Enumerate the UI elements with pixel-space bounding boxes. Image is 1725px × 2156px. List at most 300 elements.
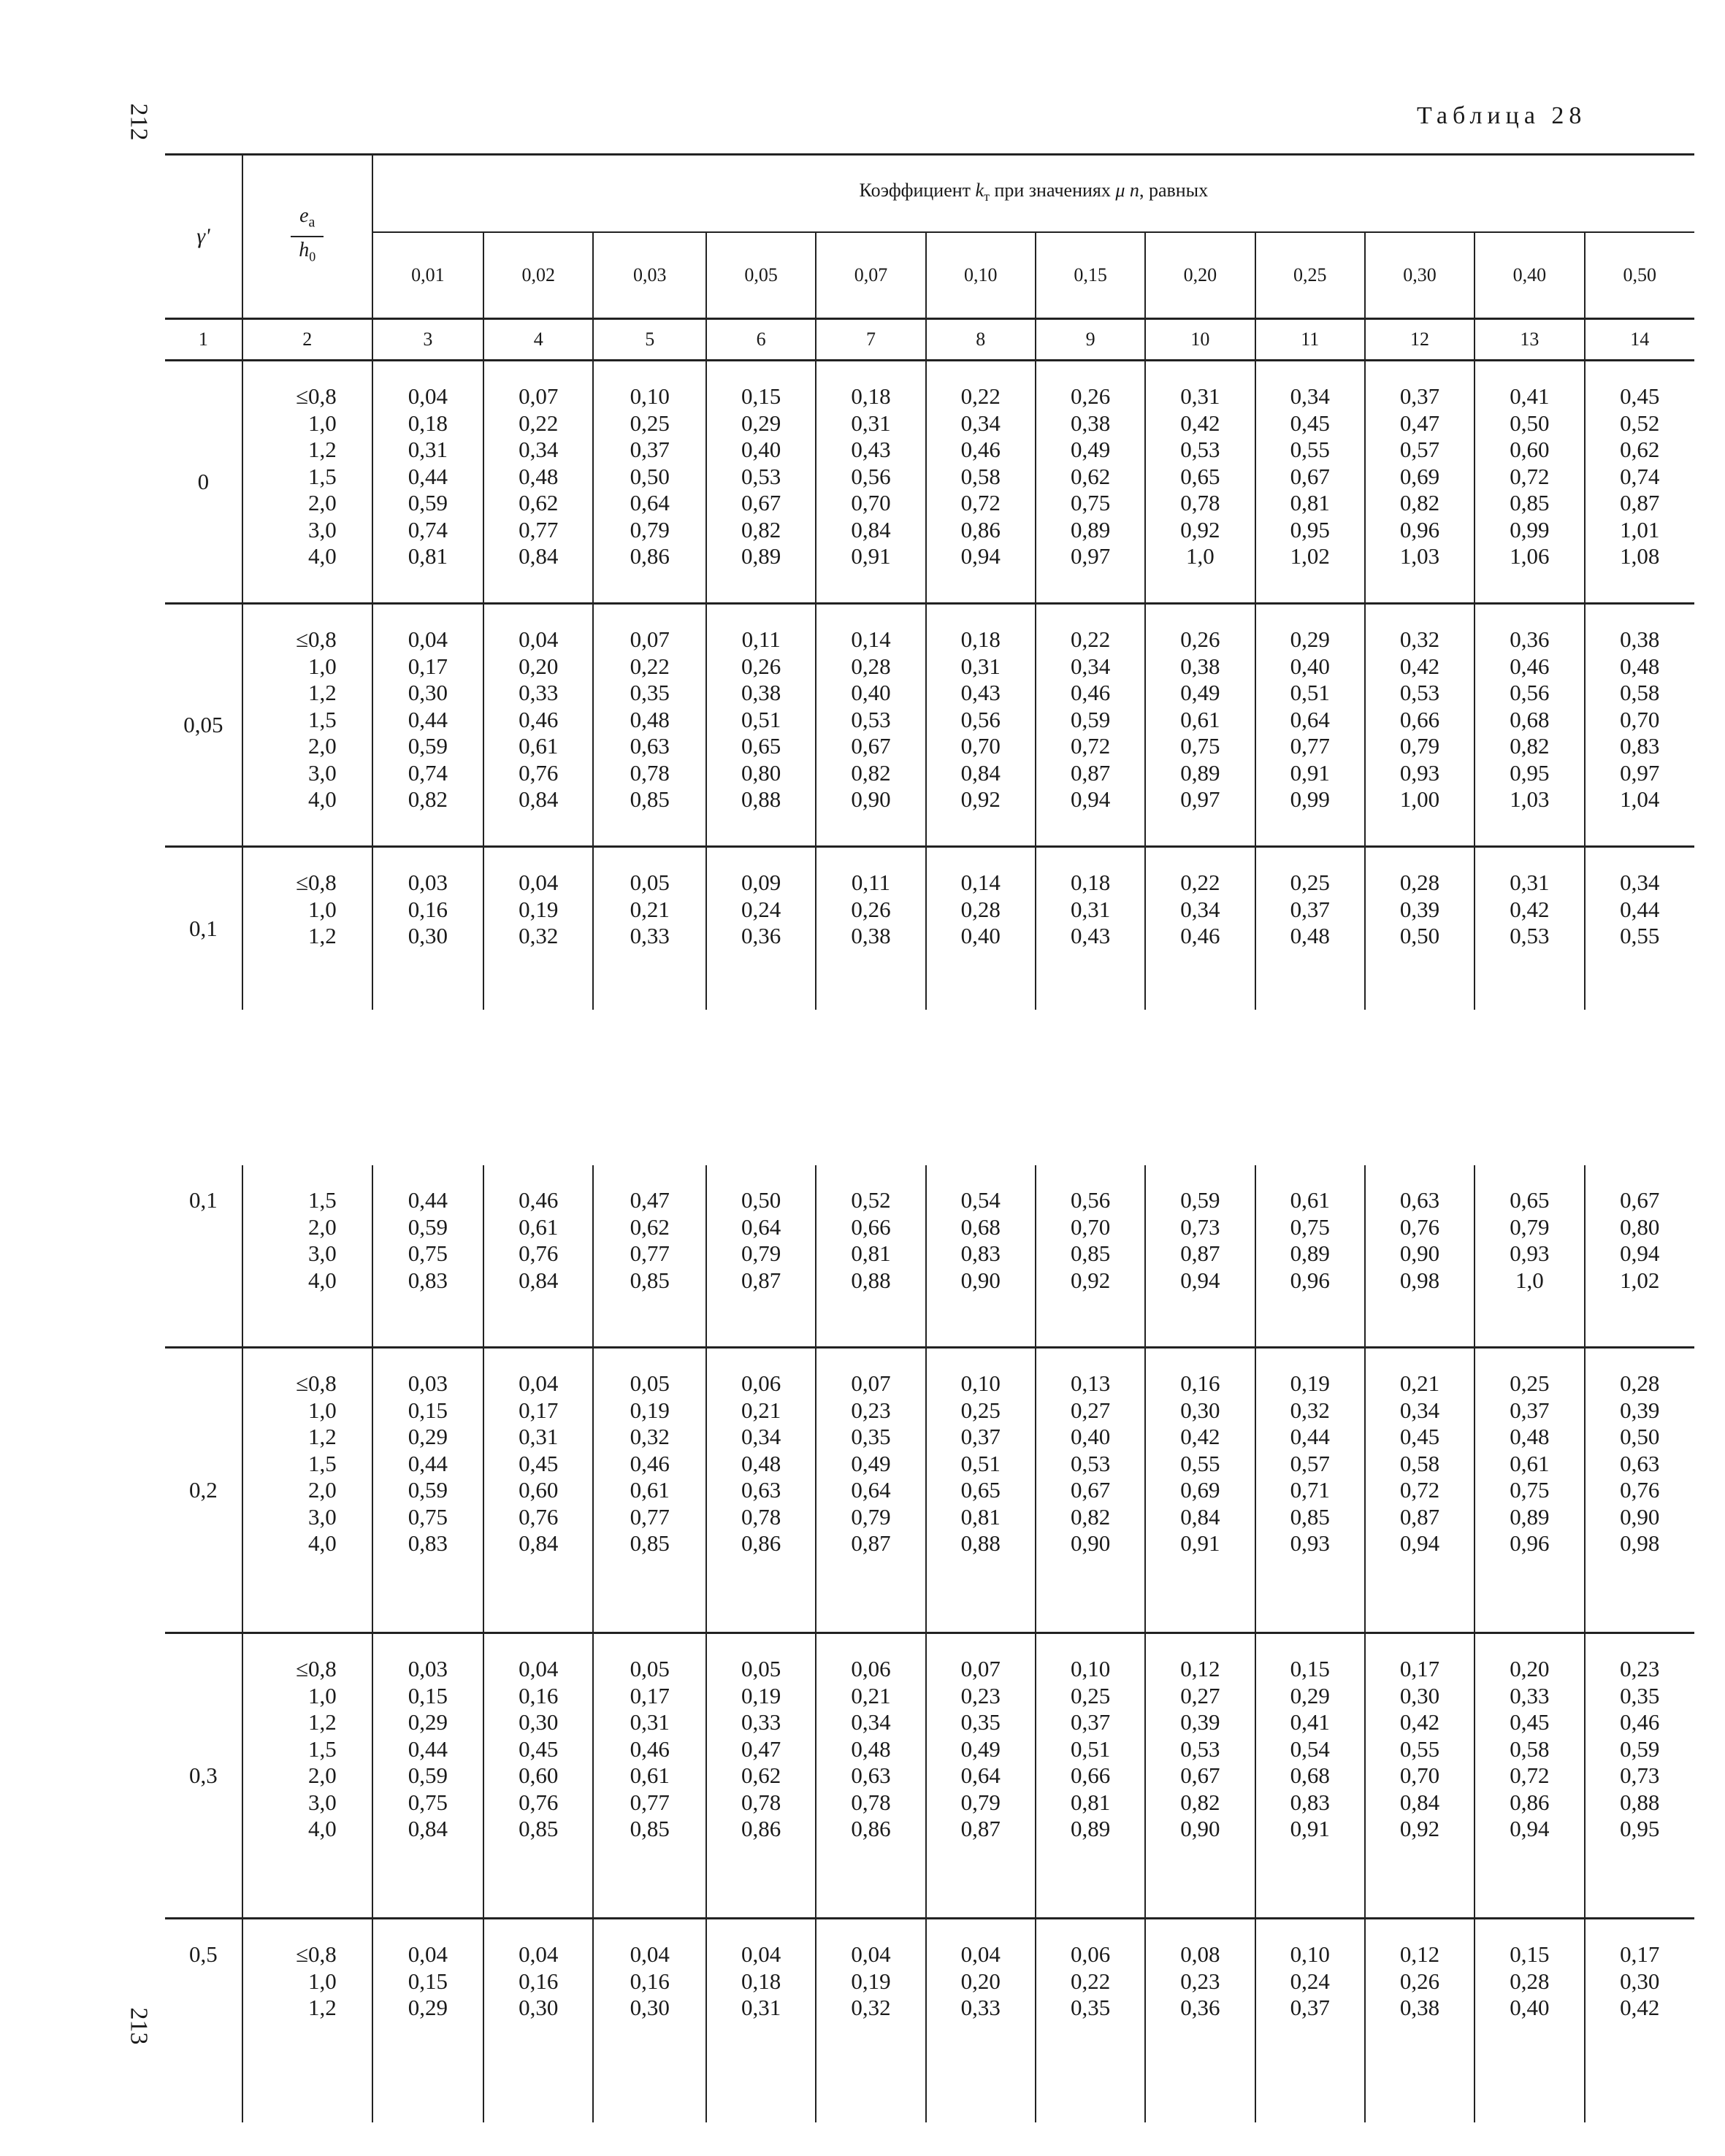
coefficient-value: 0,40	[851, 680, 891, 705]
coefficient-value: 0,97	[1070, 543, 1111, 569]
coefficient-value: 0,28	[1399, 870, 1440, 895]
column-number: 3	[372, 319, 483, 361]
coefficient-value: 0,53	[1070, 1450, 1111, 1476]
coefficient-value: 0,23	[960, 1682, 1001, 1708]
coefficient-value: 0,97	[1620, 759, 1660, 786]
coefficient-value: 0,25	[960, 1397, 1001, 1423]
coefficient-value: 0,45	[519, 1450, 559, 1476]
coefficient-value: 0,76	[1399, 1213, 1440, 1240]
coefficient-value: 0,49	[960, 1735, 1001, 1762]
coefficient-value: 0,42	[1399, 1709, 1440, 1735]
coefficient-value: 0,92	[1070, 1267, 1111, 1293]
coefficient-value: 0,66	[851, 1213, 891, 1240]
coefficient-value: 0,42	[1180, 1424, 1220, 1449]
coefficient-value: 0,44	[408, 1187, 448, 1213]
coefficient-value: 0,86	[1510, 1789, 1550, 1815]
coefficient-value: 0,79	[851, 1503, 891, 1530]
coefficient-value: 0,20	[1510, 1656, 1550, 1681]
coefficient-value: 0,85	[1510, 490, 1550, 515]
ea-h0-values	[242, 1348, 372, 1633]
coefficient-value: 0,20	[960, 1968, 1001, 1994]
coefficient-column	[1365, 1348, 1475, 1633]
coefficient-value: 0,48	[1620, 653, 1660, 679]
coefficient-column	[1585, 1165, 1695, 1348]
coefficient-value: 0,88	[741, 786, 781, 812]
coefficient-value: 0,19	[851, 1968, 891, 1994]
coefficient-value: 0,41	[1290, 1709, 1330, 1735]
coefficient-value: 0,46	[1510, 653, 1550, 679]
coefficient-column	[1585, 361, 1695, 604]
coefficient-value: 0,75	[1290, 1213, 1330, 1240]
ea-h0-value: 3,0	[307, 1789, 337, 1815]
coefficient-value: 0,86	[630, 543, 670, 569]
coefficient-value: 0,77	[1290, 733, 1330, 759]
coefficient-value: 0,34	[960, 410, 1001, 436]
coefficient-value: 0,31	[519, 1424, 559, 1449]
ea-h0-values	[242, 1919, 372, 2123]
coefficient-value: 0,33	[1510, 1682, 1550, 1708]
coefficient-value: 0,48	[1290, 923, 1330, 948]
ea-h0-value: ≤0,8	[295, 870, 337, 895]
coefficient-value: 0,22	[1070, 1968, 1111, 1994]
coefficient-column	[1036, 1633, 1145, 1919]
coefficient-value: 1,04	[1620, 786, 1660, 812]
coefficient-value: 0,57	[1399, 437, 1440, 462]
coefficient-value: 0,61	[519, 1213, 559, 1240]
coefficient-column	[1365, 847, 1475, 1010]
coefficient-value: 0,25	[1510, 1370, 1550, 1396]
coefficient-value: 0,10	[1290, 1941, 1330, 1967]
coefficient-column	[1475, 1348, 1584, 1633]
coefficient-column	[1365, 1919, 1475, 2123]
coefficient-value: 0,46	[1180, 923, 1220, 948]
coefficient-value: 0,82	[1399, 490, 1440, 515]
coefficient-value: 0,92	[1180, 516, 1220, 542]
coefficient-value: 0,46	[1620, 1709, 1660, 1735]
coefficient-column	[926, 1165, 1036, 1348]
coefficient-column	[1255, 1165, 1365, 1348]
ea-h0-value: 2,0	[307, 490, 337, 515]
coefficient-column	[816, 1348, 925, 1633]
coefficient-value: 0,82	[1510, 733, 1550, 759]
coefficient-value: 0,23	[1620, 1656, 1660, 1681]
coefficient-value: 0,64	[741, 1213, 781, 1240]
coefficient-value: 0,22	[960, 383, 1001, 409]
coefficient-value: 0,28	[960, 896, 1001, 922]
coefficient-column	[1475, 361, 1584, 604]
coefficient-value: 0,55	[1620, 923, 1660, 948]
coefficient-value: 0,86	[851, 1816, 891, 1841]
coefficient-value: 0,83	[408, 1530, 448, 1556]
coefficient-value: 0,12	[1180, 1656, 1220, 1681]
coefficient-column	[483, 1633, 593, 1919]
coefficient-value: 1,08	[1620, 543, 1660, 569]
coefficient-column	[1036, 1348, 1145, 1633]
coefficient-column	[1475, 1633, 1584, 1919]
coefficient-value: 0,82	[1070, 1503, 1111, 1530]
coefficient-value: 0,41	[1510, 383, 1550, 409]
coefficient-value: 0,24	[1290, 1968, 1330, 1994]
coefficient-value: 0,42	[1180, 410, 1220, 436]
coefficient-value: 0,69	[1180, 1477, 1220, 1503]
coefficient-value: 0,28	[1510, 1968, 1550, 1994]
gamma-group-row	[165, 604, 1694, 847]
coefficient-value: 0,90	[851, 786, 891, 812]
coefficient-value: 0,56	[1070, 1187, 1111, 1213]
ea-h0-value: 3,0	[307, 1503, 337, 1530]
coefficient-value: 0,81	[408, 543, 448, 569]
coefficient-value: 0,15	[408, 1682, 448, 1708]
coefficient-value: 0,66	[1399, 706, 1440, 732]
coefficient-value: 0,09	[741, 870, 781, 895]
coefficient-column	[926, 1633, 1036, 1919]
coefficient-column	[1036, 604, 1145, 847]
coefficient-value: 0,29	[741, 410, 781, 436]
coefficient-value: 0,53	[1399, 680, 1440, 705]
coefficient-value: 0,17	[1620, 1941, 1660, 1967]
coefficient-value: 0,39	[1180, 1709, 1220, 1735]
column-number: 2	[242, 319, 372, 361]
coefficient-value: 0,86	[741, 1530, 781, 1556]
coefficient-value: 0,73	[1620, 1762, 1660, 1788]
coefficient-value: 0,28	[1620, 1370, 1660, 1396]
coefficient-value: 0,15	[408, 1968, 448, 1994]
ea-h0-value: ≤0,8	[295, 1656, 337, 1681]
coefficient-column	[483, 847, 593, 1010]
coefficient-column	[706, 1633, 816, 1919]
coefficient-column	[593, 1919, 706, 2123]
coefficient-value: 0,04	[851, 1941, 891, 1967]
coefficient-value: 0,46	[630, 1735, 670, 1762]
coefficient-value: 0,91	[851, 543, 891, 569]
mu-value-header: 0,07	[816, 232, 925, 319]
coefficient-value: 0,36	[741, 923, 781, 948]
coefficient-value: 0,26	[1180, 626, 1220, 652]
coefficient-column	[483, 361, 593, 604]
coefficient-value: 0,26	[741, 653, 781, 679]
ea-h0-value: 2,0	[307, 1477, 337, 1503]
gamma-group-row	[165, 847, 1694, 1010]
coefficient-value: 0,53	[1510, 923, 1550, 948]
mu-value-header: 0,30	[1365, 232, 1475, 319]
coefficient-column	[372, 1633, 483, 1919]
coefficient-value: 0,76	[519, 1240, 559, 1266]
coefficient-value: 0,77	[519, 516, 559, 542]
coefficient-value: 0,38	[1070, 410, 1111, 436]
ea-h0-value: 1,5	[307, 1735, 337, 1762]
coefficient-value: 0,82	[1180, 1789, 1220, 1815]
coefficient-value: 0,04	[408, 383, 448, 409]
coefficient-value: 0,27	[1180, 1682, 1220, 1708]
ea-h0-value: ≤0,8	[295, 626, 337, 652]
coefficient-value: 0,18	[1070, 870, 1111, 895]
ea-h0-value: 4,0	[307, 543, 337, 569]
coefficient-value: 0,84	[519, 786, 559, 812]
coefficient-value: 0,92	[960, 786, 1001, 812]
coefficient-value: 0,59	[408, 490, 448, 515]
coefficient-value: 0,63	[630, 733, 670, 759]
coefficient-value: 0,72	[1399, 1477, 1440, 1503]
coefficient-value: 0,50	[1510, 410, 1550, 436]
coefficient-column	[1255, 1348, 1365, 1633]
ea-h0-value: 1,5	[307, 463, 337, 489]
coefficient-value: 0,84	[519, 543, 559, 569]
coefficient-value: 0,44	[1620, 896, 1660, 922]
coefficient-value: 0,33	[960, 1995, 1001, 2020]
coefficient-value: 0,15	[741, 383, 781, 409]
coefficient-value: 0,87	[1070, 759, 1111, 786]
coefficient-value: 0,68	[1290, 1762, 1330, 1788]
coefficient-value: 1,0	[1186, 543, 1215, 569]
column-number: 14	[1585, 319, 1695, 361]
coefficient-value: 0,90	[1399, 1240, 1440, 1266]
ea-h0-values	[242, 847, 372, 1010]
coefficient-value: 0,19	[519, 896, 559, 922]
coefficient-value: 0,34	[519, 437, 559, 462]
coefficient-value: 0,31	[1180, 383, 1220, 409]
coefficient-value: 0,42	[1399, 653, 1440, 679]
coefficient-value: 0,60	[519, 1477, 559, 1503]
coefficient-value: 0,42	[1620, 1995, 1660, 2020]
coefficient-value: 0,59	[408, 733, 448, 759]
ea-h0-values	[242, 361, 372, 604]
ea-h0-value: 1,2	[307, 1424, 337, 1449]
table-caption: Таблица 28	[1417, 102, 1587, 129]
coefficient-column	[706, 847, 816, 1010]
coefficient-value: 0,91	[1290, 759, 1330, 786]
coefficient-value: 0,51	[960, 1450, 1001, 1476]
gamma-value: 0,2	[165, 1348, 242, 1633]
coefficient-value: 0,72	[1070, 733, 1111, 759]
coefficient-value: 0,89	[1510, 1503, 1550, 1530]
coefficient-value: 0,78	[741, 1789, 781, 1815]
coefficient-value: 1,00	[1399, 786, 1440, 812]
coefficient-value: 0,49	[851, 1450, 891, 1476]
gamma-header: γ'	[165, 155, 242, 319]
coefficient-column	[593, 1348, 706, 1633]
coefficient-value: 0,50	[1399, 923, 1440, 948]
coefficient-value: 0,85	[630, 1530, 670, 1556]
mu-value-header: 0,02	[483, 232, 593, 319]
coefficient-value: 0,88	[960, 1530, 1001, 1556]
coefficient-value: 0,30	[408, 923, 448, 948]
coefficient-value: 0,34	[741, 1424, 781, 1449]
coefficient-value: 0,26	[1070, 383, 1111, 409]
coefficient-value: 0,52	[851, 1187, 891, 1213]
coefficient-value: 0,43	[851, 437, 891, 462]
ea-h0-value: 1,0	[307, 896, 337, 922]
coefficient-value: 0,72	[960, 490, 1001, 515]
coefficient-value: 0,76	[519, 759, 559, 786]
coefficient-value: 0,68	[960, 1213, 1001, 1240]
coefficient-value: 0,66	[1070, 1762, 1111, 1788]
coefficient-value: 0,05	[741, 1656, 781, 1681]
coefficient-value: 0,06	[741, 1370, 781, 1396]
coefficient-column	[1585, 1919, 1695, 2123]
coefficient-value: 1,02	[1620, 1267, 1660, 1293]
gamma-group-row	[165, 361, 1694, 604]
coefficient-value: 0,75	[408, 1503, 448, 1530]
coefficient-value: 0,61	[1510, 1450, 1550, 1476]
coefficient-value: 0,29	[408, 1424, 448, 1449]
coefficient-value: 0,46	[519, 706, 559, 732]
coefficient-value: 0,22	[1180, 870, 1220, 895]
coefficient-value: 0,16	[1180, 1370, 1220, 1396]
ea-h0-value: 4,0	[307, 1816, 337, 1841]
coefficient-value: 0,34	[1180, 896, 1220, 922]
coefficient-value: 0,96	[1290, 1267, 1330, 1293]
coefficient-column	[1255, 847, 1365, 1010]
coefficient-value: 0,46	[960, 437, 1001, 462]
ea-h0-value: 1,2	[307, 1709, 337, 1735]
coefficient-value: 0,89	[1290, 1240, 1330, 1266]
coefficient-column	[593, 361, 706, 604]
mu-values-row	[165, 232, 1694, 319]
coefficient-value: 0,30	[408, 680, 448, 705]
coefficient-value: 0,81	[851, 1240, 891, 1266]
coefficient-column	[706, 1165, 816, 1348]
coefficient-value: 0,90	[1180, 1816, 1220, 1841]
coefficient-value: 0,08	[1180, 1941, 1220, 1967]
coefficient-value: 0,03	[408, 1656, 448, 1681]
coefficient-value: 0,22	[519, 410, 559, 436]
coefficient-value: 0,44	[408, 706, 448, 732]
coefficient-column	[816, 1165, 925, 1348]
ea-h0-value: 3,0	[307, 759, 337, 786]
coefficient-column	[926, 361, 1036, 604]
coefficient-value: 0,47	[630, 1187, 670, 1213]
coefficient-value: 0,77	[630, 1240, 670, 1266]
coefficient-value: 0,37	[960, 1424, 1001, 1449]
coefficient-value: 0,58	[960, 463, 1001, 489]
coefficient-column	[1255, 604, 1365, 847]
coefficient-value: 0,21	[630, 896, 670, 922]
coefficient-column	[926, 847, 1036, 1010]
coefficient-column	[816, 604, 925, 847]
coefficient-value: 0,05	[630, 1370, 670, 1396]
coefficient-value: 0,34	[1290, 383, 1330, 409]
coefficient-value: 0,85	[519, 1816, 559, 1841]
coefficient-value: 0,21	[851, 1682, 891, 1708]
coefficient-value: 0,51	[741, 706, 781, 732]
coefficient-value: 0,32	[519, 923, 559, 948]
coefficient-value: 0,44	[1290, 1424, 1330, 1449]
coefficient-value: 0,38	[741, 680, 781, 705]
coefficient-value: 0,94	[1399, 1530, 1440, 1556]
coefficient-value: 0,16	[408, 896, 448, 922]
coefficient-value: 0,40	[960, 923, 1001, 948]
column-number: 8	[926, 319, 1036, 361]
coefficient-value: 0,62	[519, 490, 559, 515]
ea-h0-value: 1,5	[307, 706, 337, 732]
coefficient-value: 0,75	[1510, 1477, 1550, 1503]
coefficient-value: 0,54	[960, 1187, 1001, 1213]
coefficient-value: 0,46	[1070, 680, 1111, 705]
coefficient-column	[1145, 604, 1255, 847]
coefficient-value: 0,57	[1290, 1450, 1330, 1476]
coefficient-value: 0,43	[1070, 923, 1111, 948]
coefficient-value: 0,30	[519, 1709, 559, 1735]
coefficient-value: 0,67	[1180, 1762, 1220, 1788]
coefficient-value: 0,35	[1620, 1682, 1660, 1708]
mu-value-header: 0,15	[1036, 232, 1145, 319]
coefficient-value: 0,59	[408, 1477, 448, 1503]
coefficient-column	[816, 847, 925, 1010]
coefficient-value: 0,29	[408, 1709, 448, 1735]
coefficient-value: 0,79	[1399, 733, 1440, 759]
coefficient-value: 0,34	[851, 1709, 891, 1735]
ea-h0-value: ≤0,8	[295, 1370, 337, 1396]
coefficient-value: 0,93	[1510, 1240, 1550, 1266]
coefficient-value: 0,40	[1290, 653, 1330, 679]
ea-h0-header	[242, 155, 372, 319]
coefficient-column	[1365, 361, 1475, 604]
coefficient-value: 0,85	[630, 1267, 670, 1293]
coefficient-value: 0,56	[851, 463, 891, 489]
coefficient-value: 0,10	[630, 383, 670, 409]
coefficient-value: 0,96	[1510, 1530, 1550, 1556]
ea-h0-value: 1,0	[307, 1968, 337, 1994]
gamma-group-row	[165, 1348, 1694, 1633]
coefficient-value: 0,55	[1180, 1450, 1220, 1476]
coefficient-value: 0,26	[851, 896, 891, 922]
coefficient-value: 0,99	[1510, 516, 1550, 542]
coefficient-value: 0,61	[630, 1477, 670, 1503]
coefficient-column	[593, 1633, 706, 1919]
gamma-value: 0,1	[165, 1165, 242, 1348]
coefficient-value: 1,01	[1620, 516, 1660, 542]
coefficient-value: 0,37	[630, 437, 670, 462]
coefficient-value: 0,84	[960, 759, 1001, 786]
gamma-group-row	[165, 1165, 1694, 1348]
coefficient-value: 0,39	[1399, 896, 1440, 922]
coefficient-value: 0,15	[1290, 1656, 1330, 1681]
coefficient-value: 0,04	[519, 870, 559, 895]
coefficient-value: 0,80	[741, 759, 781, 786]
coefficient-value: 0,31	[851, 410, 891, 436]
coefficient-value: 0,87	[960, 1816, 1001, 1841]
coefficient-value: 0,88	[851, 1267, 891, 1293]
coefficient-value: 0,65	[741, 733, 781, 759]
coefficient-value: 0,49	[1070, 437, 1111, 462]
ea-h0-value: 4,0	[307, 1267, 337, 1293]
coefficient-value: 0,77	[630, 1503, 670, 1530]
coefficient-column	[1145, 1165, 1255, 1348]
coefficient-value: 0,25	[630, 410, 670, 436]
coefficient-value: 0,04	[519, 1941, 559, 1967]
coefficient-value: 0,19	[630, 1397, 670, 1423]
coefficient-value: 0,63	[741, 1477, 781, 1503]
coefficient-value: 0,17	[630, 1682, 670, 1708]
coefficient-column	[706, 1348, 816, 1633]
coefficient-column	[593, 604, 706, 847]
coefficient-value: 0,04	[519, 1656, 559, 1681]
coefficient-value: 0,67	[1290, 463, 1330, 489]
coefficient-value: 0,29	[408, 1995, 448, 2020]
coefficient-column	[706, 604, 816, 847]
coefficient-value: 0,54	[1290, 1735, 1330, 1762]
coefficient-value: 0,52	[1620, 410, 1660, 436]
coefficient-value: 0,46	[630, 1450, 670, 1476]
coefficient-value: 0,19	[741, 1682, 781, 1708]
coefficient-value: 0,32	[630, 1424, 670, 1449]
coefficient-value: 0,84	[1180, 1503, 1220, 1530]
coefficient-value: 0,32	[1290, 1397, 1330, 1423]
coefficient-value: 0,84	[408, 1816, 448, 1841]
ea-h0-value: ≤0,8	[295, 383, 337, 409]
coefficient-column	[372, 604, 483, 847]
coefficient-value: 0,78	[1180, 490, 1220, 515]
